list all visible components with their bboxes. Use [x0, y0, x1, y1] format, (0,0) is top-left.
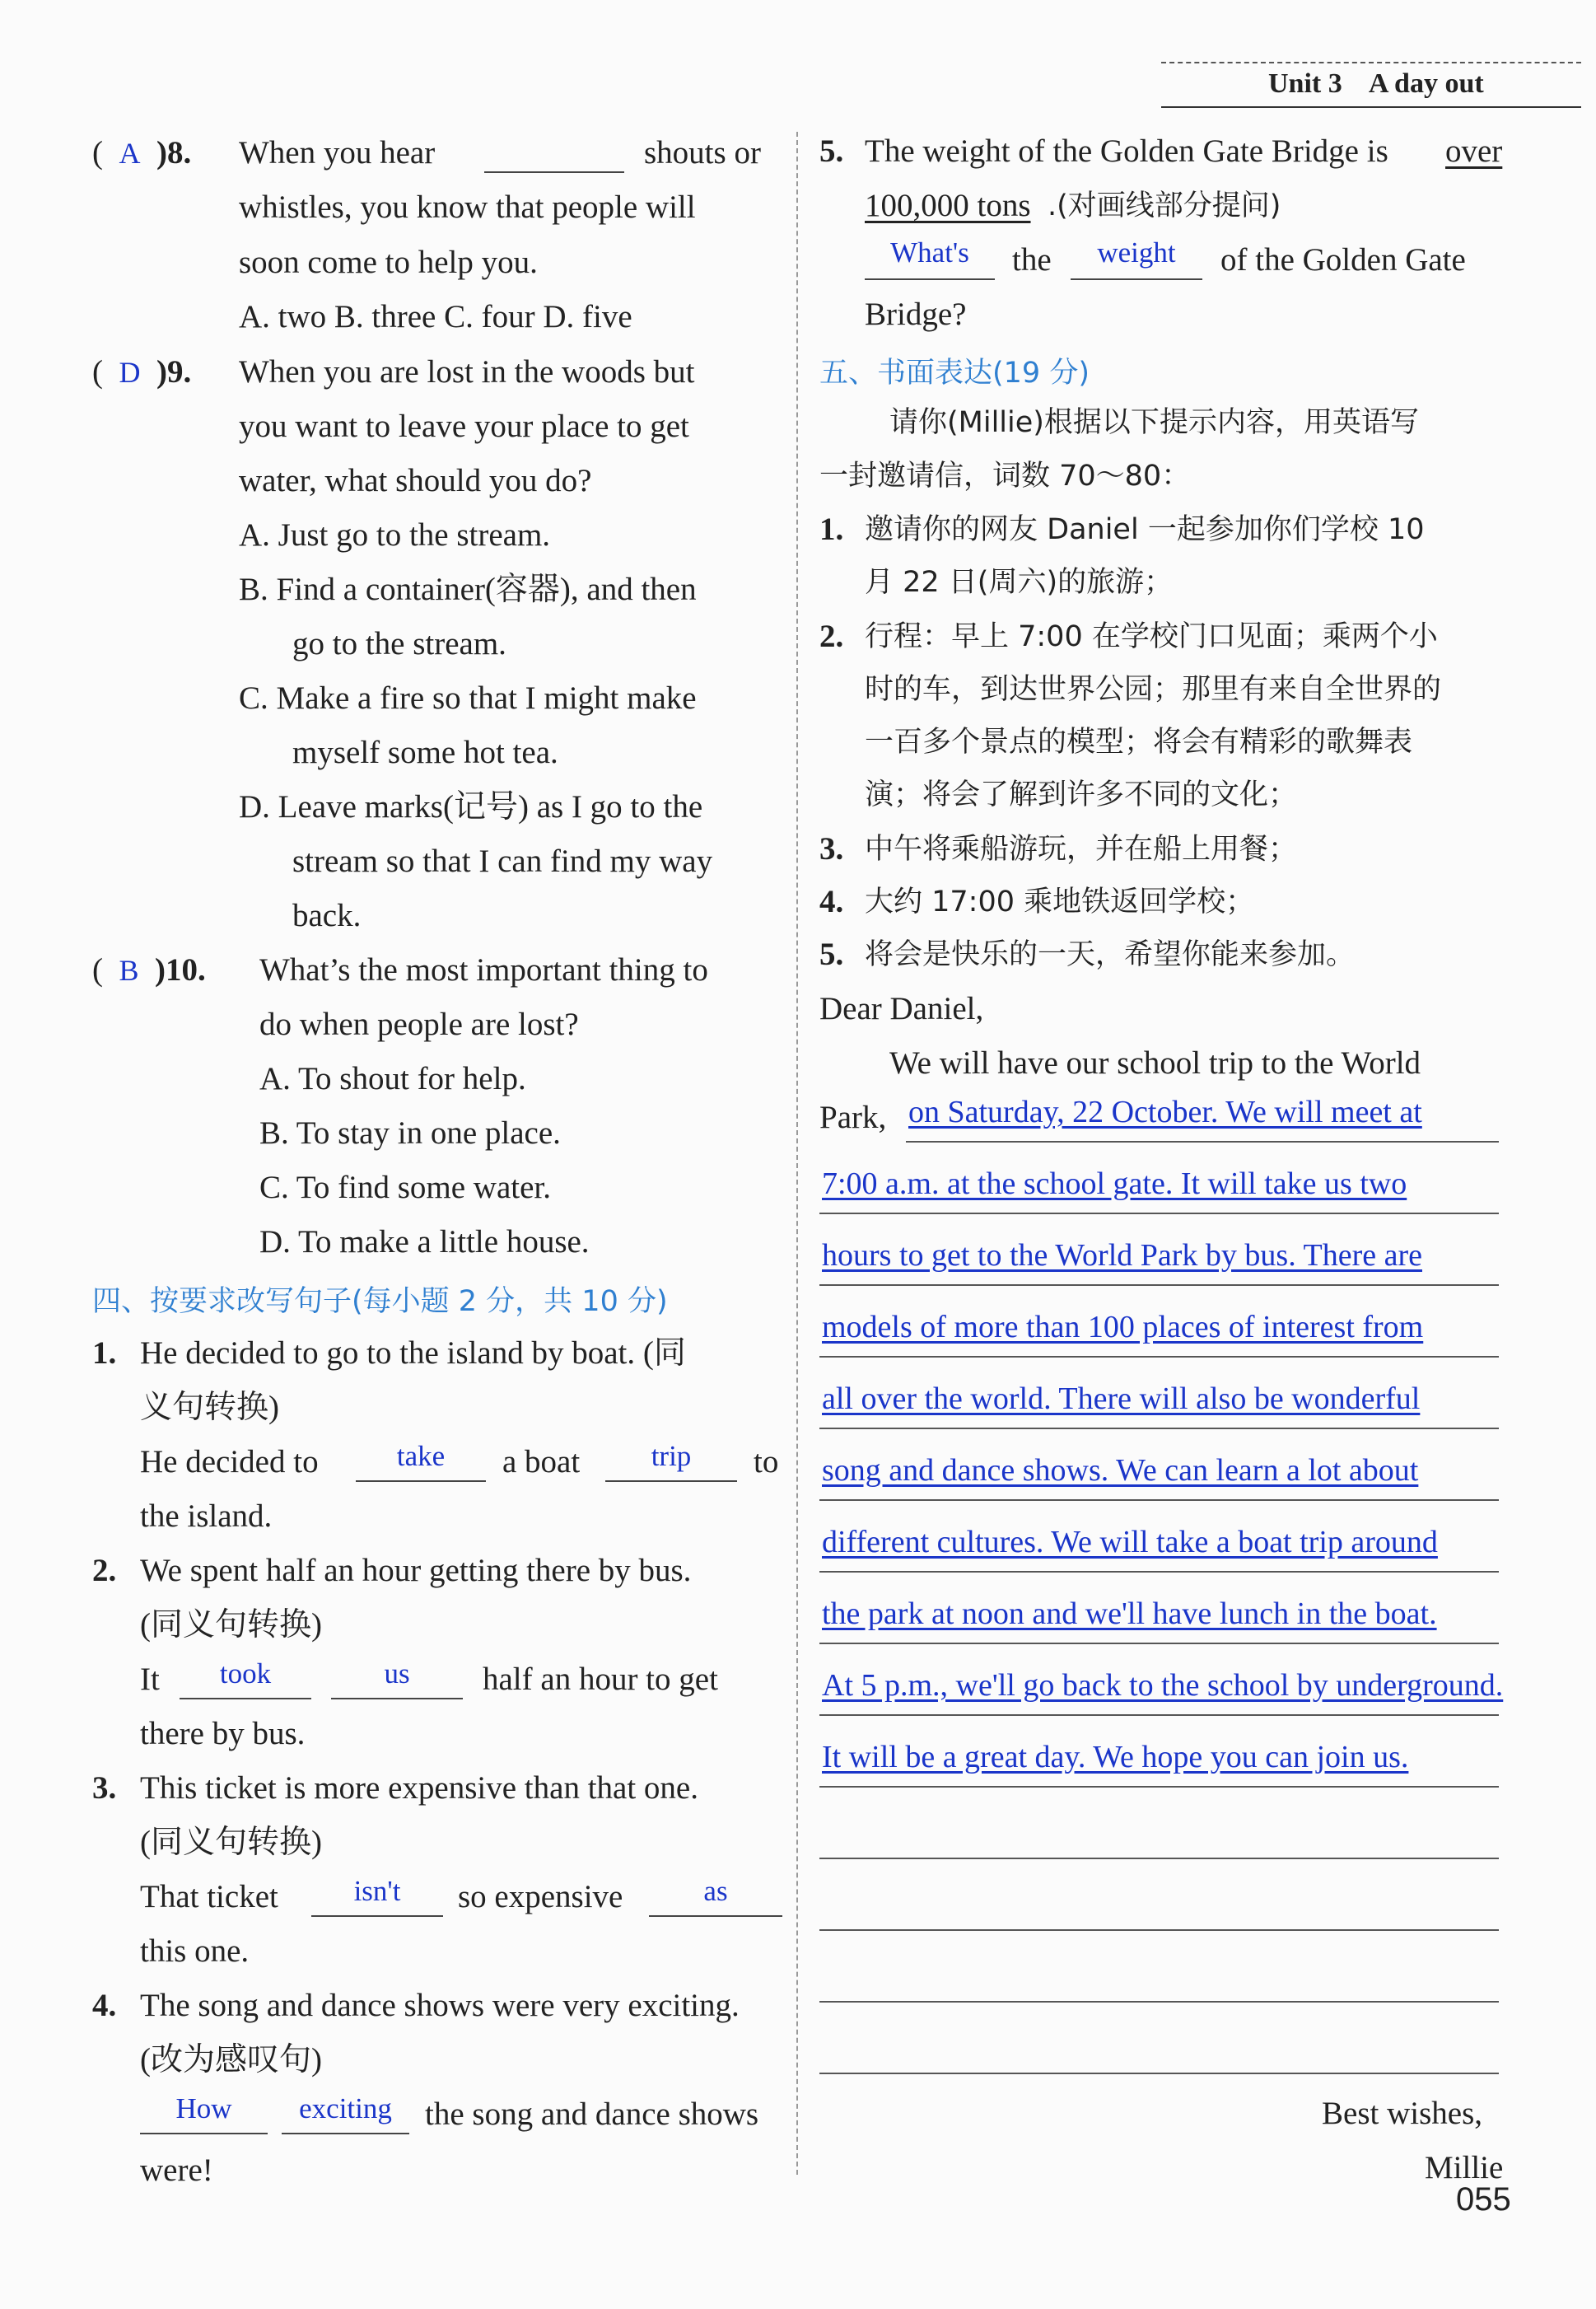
s3-answer2: as [703, 1875, 728, 1907]
s2-part1: It [140, 1662, 160, 1697]
q8-line2: whistles, you know that people will [239, 189, 696, 225]
writing-line-5: all over the world. There will also be wonderful [822, 1381, 1421, 1416]
writing-intro-1: 请你(Millie)根据以下提示内容，用英语写 [889, 406, 1419, 439]
s5-part2: of the Golden Gate [1220, 242, 1466, 278]
q10-number: )10. [155, 952, 206, 988]
s1-number: 1. [92, 1335, 117, 1371]
s5-line4: Bridge? [865, 297, 967, 332]
point-1-line1: 邀请你的网友 Daniel 一起参加你们学校 10 [865, 513, 1425, 546]
s5-underlined-over: over [1445, 133, 1503, 169]
s2-answer2: us [384, 1657, 410, 1690]
q9-option-b-cont: go to the stream. [292, 626, 506, 661]
s1-line4: the island. [140, 1498, 273, 1534]
q10-option-b: B. To stay in one place. [259, 1115, 561, 1151]
letter-greeting: Dear Daniel, [819, 991, 984, 1026]
q8-answer-bracket: ( A )8. [92, 135, 192, 171]
s1-answer2: trip [651, 1440, 692, 1472]
s2-blank1 [180, 1698, 311, 1699]
s5-underlined-tons: 100,000 tons [865, 188, 1031, 223]
writing-rule-11 [819, 1858, 1499, 1859]
s3-line4: this one. [140, 1933, 250, 1969]
writing-line-6: song and dance shows. We can learn a lot about [822, 1453, 1419, 1488]
q10-answer: B [119, 954, 139, 987]
q9-line1: When you are lost in the woods but [239, 354, 695, 390]
point-3-number: 3. [819, 831, 844, 867]
s3-blank2 [649, 1915, 782, 1917]
s3-blank1 [311, 1915, 443, 1917]
q8-number: )8. [156, 135, 192, 171]
s2-line4: there by bus. [140, 1716, 306, 1751]
s1-blank2 [605, 1480, 737, 1482]
writing-line-7: different cultures. We will take a boat trip around [822, 1525, 1438, 1559]
section-4-title: 四、按要求改写句子(每小题 2 分，共 10 分) [92, 1285, 668, 1318]
q8-answer: A [119, 137, 141, 170]
q9-option-d: D. Leave marks(记号) as I go to the [239, 789, 703, 825]
q9-option-d-cont2: back. [292, 898, 362, 933]
s5-answer1: What's [890, 236, 969, 269]
s3-line2: (同义句转换) [140, 1825, 322, 1860]
s4-answer1: How [175, 2092, 232, 2124]
writing-line-1: on Saturday, 22 October. We will meet at [908, 1095, 1422, 1129]
writing-rule-7 [819, 1571, 1499, 1573]
s5-answer2: weight [1097, 236, 1176, 269]
s4-line4: were! [140, 2152, 213, 2188]
s5-blank1 [865, 278, 995, 280]
q9-line2: you want to leave your place to get [239, 409, 689, 444]
s5-line1: The weight of the Golden Gate Bridge is [865, 133, 1388, 169]
s3-number: 3. [92, 1770, 117, 1806]
s1-answer1: take [396, 1440, 446, 1472]
writing-line-3: hours to get to the World Park by bus. There are [822, 1238, 1422, 1273]
s3-answer1: isn't [353, 1875, 401, 1907]
writing-rule-5 [819, 1428, 1499, 1429]
q9-option-a: A. Just go to the stream. [239, 517, 551, 553]
q9-option-c-cont: myself some hot tea. [292, 735, 558, 770]
unit-header [1161, 62, 1581, 108]
point-1-number: 1. [819, 512, 844, 547]
s3-part2: so expensive [458, 1879, 623, 1914]
s4-line2: (改为感叹句) [140, 2042, 322, 2078]
writing-rule-14 [819, 2073, 1499, 2074]
letter-closing: Best wishes, [1322, 2096, 1482, 2131]
point-3-line1: 中午将乘船游玩，并在船上用餐； [865, 833, 1298, 866]
q9-option-c: C. Make a fire so that I might make [239, 680, 697, 716]
q9-option-b: B. Find a container(容器), and then [239, 572, 697, 607]
s3-line1: This ticket is more expensive than that one. [140, 1770, 698, 1806]
q10-answer-bracket: ( B )10. [92, 952, 206, 988]
s2-number: 2. [92, 1553, 117, 1588]
writing-line-10: It will be a great day. We hope you can join us. [822, 1740, 1409, 1774]
point-2-number: 2. [819, 619, 844, 654]
point-4-number: 4. [819, 884, 844, 919]
point-5-line1: 将会是快乐的一天，希望你能来参加。 [865, 938, 1356, 971]
point-2-line3: 一百多个景点的模型；将会有精彩的歌舞表 [865, 726, 1413, 759]
s1-line2: 义句转换) [140, 1390, 279, 1425]
s2-line2: (同义句转换) [140, 1607, 322, 1643]
s4-blank1 [140, 2133, 268, 2134]
q8-line1: When you hear [239, 135, 436, 171]
writing-line-9: At 5 p.m., we'll go back to the school by underground. [822, 1668, 1504, 1703]
writing-rule-9 [819, 1714, 1499, 1716]
column-divider [796, 132, 798, 2175]
s2-line1: We spent half an hour getting there by bus. [140, 1553, 692, 1588]
writing-intro-2: 一封邀请信，词数 70～80： [819, 460, 1191, 493]
writing-rule-4 [819, 1356, 1499, 1358]
writing-line-8: the park at noon and we'll have lunch in the boat. [822, 1596, 1437, 1631]
point-2-line2: 时的车，到达世界公园；那里有来自全世界的 [865, 673, 1442, 706]
q10-line1: What’s the most important thing to [259, 952, 708, 988]
writing-rule-6 [819, 1499, 1499, 1501]
s4-part1: the song and dance shows [425, 2096, 759, 2132]
s4-answer2: exciting [299, 2092, 392, 2124]
s2-part2: half an hour to get [483, 1662, 718, 1697]
writing-rule-13 [819, 2001, 1499, 2003]
q9-number: )9. [156, 354, 192, 390]
q9-line3: water, what should you do? [239, 463, 592, 498]
writing-line-2: 7:00 a.m. at the school gate. It will take us two [822, 1166, 1407, 1201]
letter-park: Park, [819, 1100, 887, 1135]
q8-line3: soon come to help you. [239, 245, 538, 280]
q8-options: A. two B. three C. four D. five [239, 299, 632, 334]
letter-signature: Millie [1425, 2150, 1504, 2185]
writing-rule-1 [906, 1141, 1499, 1143]
writing-rule-8 [819, 1643, 1499, 1644]
point-2-line1: 行程：早上 7:00 在学校门口见面；乘两个小 [865, 620, 1438, 653]
s2-blank2 [331, 1698, 463, 1699]
s5-number: 5. [819, 133, 844, 169]
writing-rule-2 [819, 1213, 1499, 1214]
q10-line2: do when people are lost? [259, 1007, 579, 1042]
q9-option-d-cont: stream so that I can find my way [292, 844, 713, 879]
writing-rule-3 [819, 1284, 1499, 1286]
s5-blank2 [1071, 278, 1202, 280]
s1-part2: a boat [502, 1444, 581, 1479]
writing-rule-12 [819, 1929, 1499, 1931]
q9-answer-bracket: ( D )9. [92, 354, 192, 390]
s2-answer1: took [219, 1657, 272, 1690]
unit-title: Unit 3 A day out [1268, 68, 1484, 99]
q10-option-c: C. To find some water. [259, 1170, 552, 1205]
q10-option-a: A. To shout for help. [259, 1061, 526, 1096]
point-1-line2: 月 22 日(周六)的旅游； [865, 566, 1174, 599]
letter-opening: We will have our school trip to the World [889, 1045, 1421, 1081]
s1-part1: He decided to [140, 1444, 319, 1479]
q9-answer: D [119, 356, 141, 389]
s4-blank2 [282, 2133, 409, 2134]
q8-line1b: shouts or [644, 135, 761, 171]
q8-blank [484, 171, 624, 173]
s1-line1: He decided to go to the island by boat. (同 [140, 1335, 686, 1371]
q10-option-d: D. To make a little house. [259, 1224, 590, 1260]
point-5-number: 5. [819, 937, 844, 972]
s5-instruction: .(对画线部分提问) [1048, 189, 1281, 222]
point-4-line1: 大约 17:00 乘地铁返回学校； [865, 886, 1255, 918]
s5-part1: the [1012, 242, 1052, 278]
writing-line-4: models of more than 100 places of interest from [822, 1310, 1424, 1344]
page-number: 055 [1456, 2181, 1511, 2218]
point-2-line4: 演；将会了解到许多不同的文化； [865, 778, 1298, 811]
s4-number: 4. [92, 1988, 117, 2023]
s4-line1: The song and dance shows were very exciting. [140, 1988, 740, 2023]
s1-part3: to [754, 1444, 779, 1479]
section-5-title: 五、书面表达(19 分) [819, 357, 1090, 390]
s3-part1: That ticket [140, 1879, 278, 1914]
writing-rule-10 [819, 1786, 1499, 1788]
s1-blank1 [356, 1480, 486, 1482]
